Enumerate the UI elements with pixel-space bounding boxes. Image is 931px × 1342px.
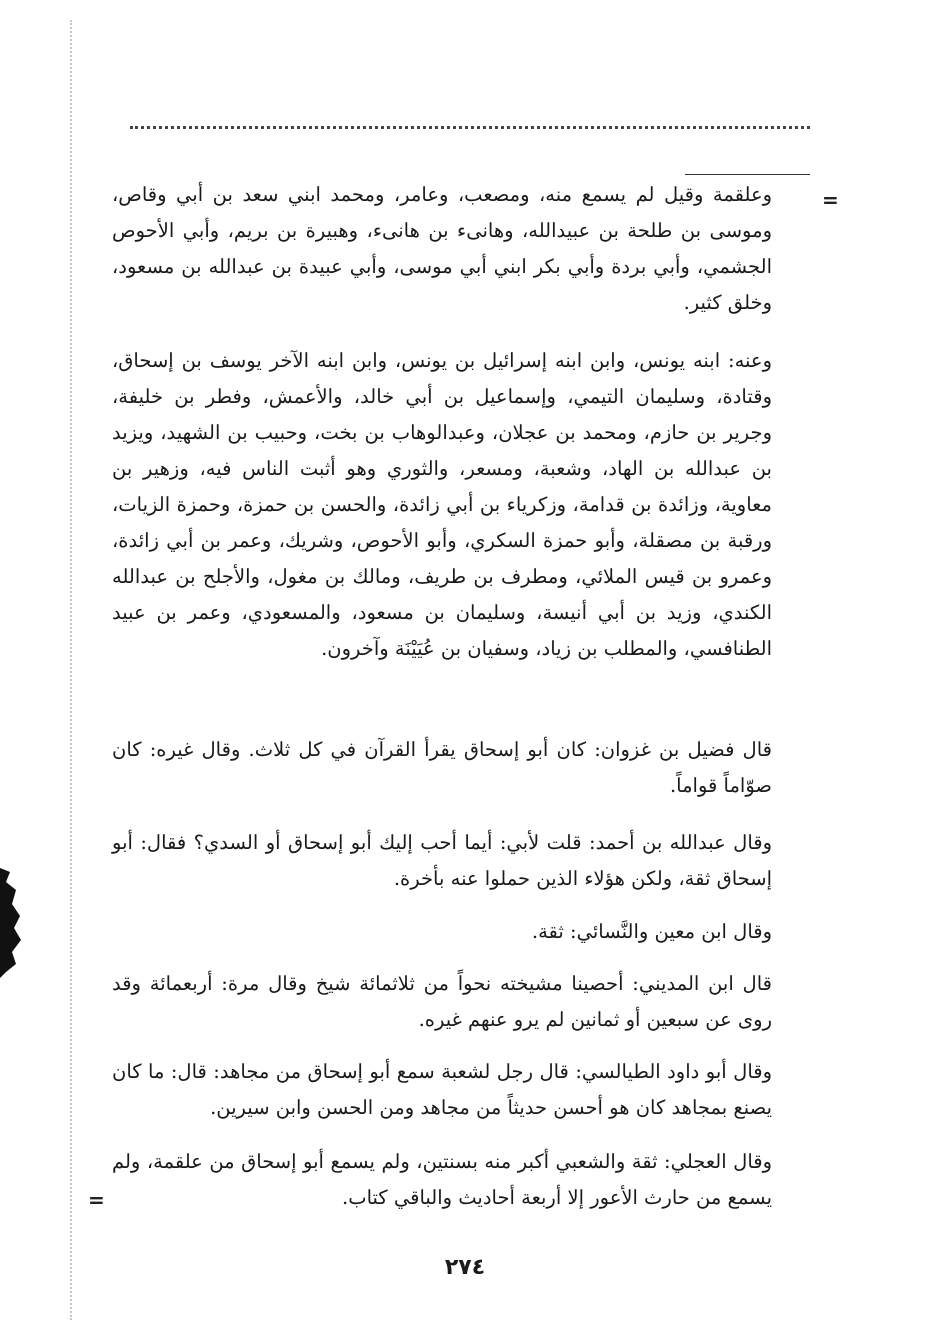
paragraph-ibn-maeen-quote: وقال ابن معين والنَّسائي: ثقة. xyxy=(531,920,772,943)
paragraph-ibn-madini-quote: قال ابن المديني: أحصينا مشيخته نحواً من ثلاثمائة شيخ وقال مرة: أربعمائة وقد روى عن سبعين أو ثمانين لم يرو عنهم غيره. xyxy=(112,972,772,1031)
margin-dotted-line xyxy=(70,20,72,1320)
paragraph-fudayl-quote: قال فضيل بن غزوان: كان أبو إسحاق يقرأ القرآن في كل ثلاث. وقال غيره: كان صوّاماً قواماً. xyxy=(112,738,772,797)
continuation-marker-top: = xyxy=(822,188,839,212)
paragraph-abdullah-quote: وقال عبدالله بن أحمد: قلت لأبي: أيما أحب إليك أبو إسحاق أو السدي؟ فقال: أبو إسحاق ثقة، ولكن هؤلاء الذين حملوا عنه بأخرة. xyxy=(112,831,772,890)
paragraph-students: وعنه: ابنه يونس، وابن ابنه إسرائيل بن يونس، وابن ابنه الآخر يوسف بن إسحاق، وقتادة، وسليمان التيمي، وإسماعيل بن أبي خالد، والأعمش، وفطر بن خليفة، وجرير بن حازم، ومحمد بن عجلان، وعبدالوهاب بن بخت، وحبيب بن الشهيد، ويزيد بن عبدالله بن الهاد، وشعبة، ومسعر، والثوري وهو أثبت الناس فيه، وزهير بن معاوية، وزائدة بن قدامة، وزكرياء بن أبي زائدة، والحسن بن حمزة، وحمزة الزيات، ورقبة بن مصقلة، وأبو حمزة السكري، وأبو الأحوص، وشريك، وعمر بن أبي زائدة، وعمرو بن قيس الملائي، ومطرف بن طريف، ومالك بن مغول، والأجلح بن عبدالله الكندي، وزيد بن أبي أنيسة، وسليمان بن مسعود، والمسعودي، وعمر بن عبيد الطنافسي، والمطلب بن زياد، وسفيان بن عُيَيْنَة وآخرون. xyxy=(112,349,772,660)
header-dotted-line xyxy=(130,126,810,129)
paragraph-tayalisi-quote: وقال أبو داود الطيالسي: قال رجل لشعبة سمع أبو إسحاق من مجاهد: قال: ما كان يصنع بمجاهد كان هو أحسن حديثاً من مجاهد ومن الحسن وابن سيرين. xyxy=(112,1060,772,1119)
scan-edge-stain xyxy=(0,868,22,978)
footnote-separator-rule xyxy=(685,174,810,175)
paragraph-ijli-quote: وقال العجلي: ثقة والشعبي أكبر منه بسنتين، ولم يسمع أبو إسحاق من علقمة، ولم يسمع من حارث الأعور إلا أربعة أحاديث والباقي كتاب. xyxy=(112,1150,772,1209)
paragraph-teachers: وعلقمة وقيل لم يسمع منه، ومصعب، وعامر، ومحمد ابني سعد بن أبي وقاص، وموسى بن طلحة بن عبيدالله، وهانىء بن هانىء، وهبيرة بن بريم، وأبي الأحوص الجشمي، وأبي بردة وأبي بكر ابني أبي موسى، وأبي عبيدة بن عبدالله بن مسعود، وخلق كثير. xyxy=(112,183,772,314)
page-number: ٢٧٤ xyxy=(444,1255,486,1280)
continuation-marker-bottom: = xyxy=(88,1188,105,1212)
